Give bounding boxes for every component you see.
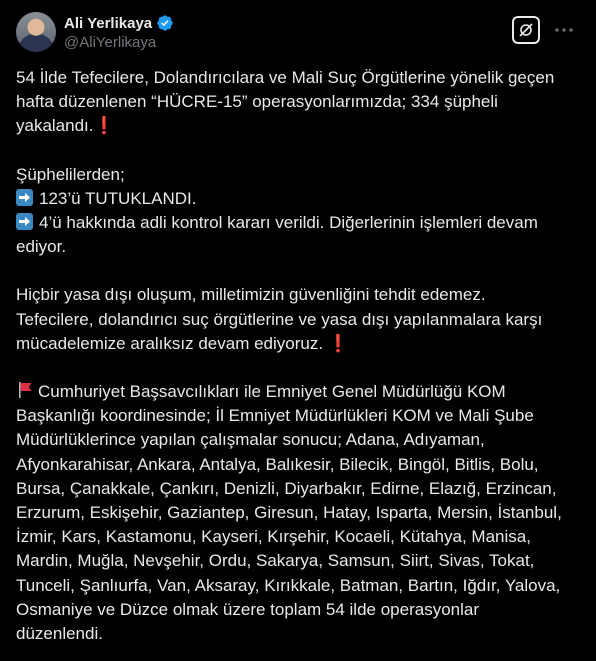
text-line: ediyor. bbox=[16, 237, 67, 257]
text-line: hafta düzenlenen “HÜCRE-15” operasyonlarımızda; 334 şüpheli bbox=[16, 92, 498, 112]
paragraph-3 bbox=[16, 283, 580, 356]
display-name-row bbox=[64, 13, 174, 33]
tweet-header bbox=[16, 12, 580, 60]
grok-button[interactable] bbox=[512, 16, 540, 44]
text-segment: yakalandı. bbox=[16, 116, 94, 136]
paragraph-2 bbox=[16, 163, 580, 260]
right-arrow-emoji-icon bbox=[16, 213, 33, 230]
text-line: 54 İlde Tefecilere, Dolandırıcılara ve Mali Suç Örgütlerine yönelik geçen bbox=[16, 68, 555, 87]
text-segment: 4’ü hakkında adli kontrol kararı verildi. Diğerlerinin işlemleri devam bbox=[39, 213, 538, 233]
exclamation-emoji-icon: ❗ bbox=[327, 333, 349, 353]
text-line: düzenlendi. bbox=[16, 624, 103, 644]
verified-badge-icon bbox=[156, 14, 174, 32]
avatar[interactable] bbox=[16, 12, 56, 52]
text-line: Müdürlüklerince yapılan çalışmalar sonucu; Adana, Adıyaman, bbox=[16, 430, 485, 450]
text-line: İzmir, Kars, Kastamonu, Kayseri, Kırşehir, Kocaeli, Kütahya, Manisa, bbox=[16, 527, 531, 547]
author-info bbox=[64, 13, 174, 51]
text-line bbox=[16, 332, 580, 356]
exclamation-emoji-icon: ❗ bbox=[93, 116, 115, 136]
handle[interactable]: @AliYerlikaya bbox=[64, 34, 157, 51]
text-segment: Cumhuriyet Başsavcılıkları ile Emniyet Genel Müdürlüğü KOM bbox=[38, 382, 506, 402]
tweet-text bbox=[16, 66, 580, 646]
text-line bbox=[16, 211, 580, 235]
more-button[interactable] bbox=[552, 18, 576, 42]
red-flag-emoji-icon bbox=[16, 381, 34, 399]
text-line: Erzurum, Eskişehir, Gaziantep, Giresun, Hatay, Isparta, Mersin, İstanbul, bbox=[16, 503, 562, 523]
text-line: Afyonkarahisar, Ankara, Antalya, Balıkesir, Bilecik, Bingöl, Bitlis, Bolu, bbox=[16, 454, 539, 474]
right-arrow-emoji-icon bbox=[16, 189, 33, 206]
text-line: Tunceli, Şanlıurfa, Van, Aksaray, Kırıkkale, Batman, Bartın, Iğdır, Yalova, bbox=[16, 575, 561, 595]
text-line: Mardin, Muğla, Nevşehir, Ordu, Sakarya, Samsun, Siirt, Sivas, Tokat, bbox=[16, 551, 535, 571]
text-line: Tefecilere, dolandırıcı suç örgütlerine ve yasa dışı yapılanmalara karşı bbox=[16, 309, 543, 329]
text-line: Bursa, Çanakkale, Çankırı, Denizli, Diyarbakır, Edirne, Elazığ, Erzincan, bbox=[16, 478, 557, 498]
text-line: Hiçbir yasa dışı oluşum, milletimizin güvenliğini tehdit edemez. bbox=[16, 285, 486, 305]
text-line bbox=[16, 114, 580, 138]
paragraph-1 bbox=[16, 66, 580, 139]
more-icon bbox=[555, 28, 573, 32]
text-line: Başkanlığı koordinesinde; İl Emniyet Müdürlükleri KOM ve Mali Şube bbox=[16, 406, 534, 426]
paragraph-4 bbox=[16, 380, 580, 646]
text-segment: mücadelemize aralıksız devam ediyoruz. bbox=[16, 333, 324, 353]
grok-icon bbox=[518, 22, 534, 38]
display-name[interactable]: Ali Yerlikaya bbox=[64, 14, 153, 32]
text-segment: 123’ü TUTUKLANDI. bbox=[39, 188, 197, 208]
text-line bbox=[16, 187, 580, 211]
text-line bbox=[16, 380, 580, 404]
text-line: Şüphelilerden; bbox=[16, 164, 125, 184]
text-line: Osmaniye ve Düzce olmak üzere toplam 54 ilde operasyonlar bbox=[16, 599, 480, 619]
